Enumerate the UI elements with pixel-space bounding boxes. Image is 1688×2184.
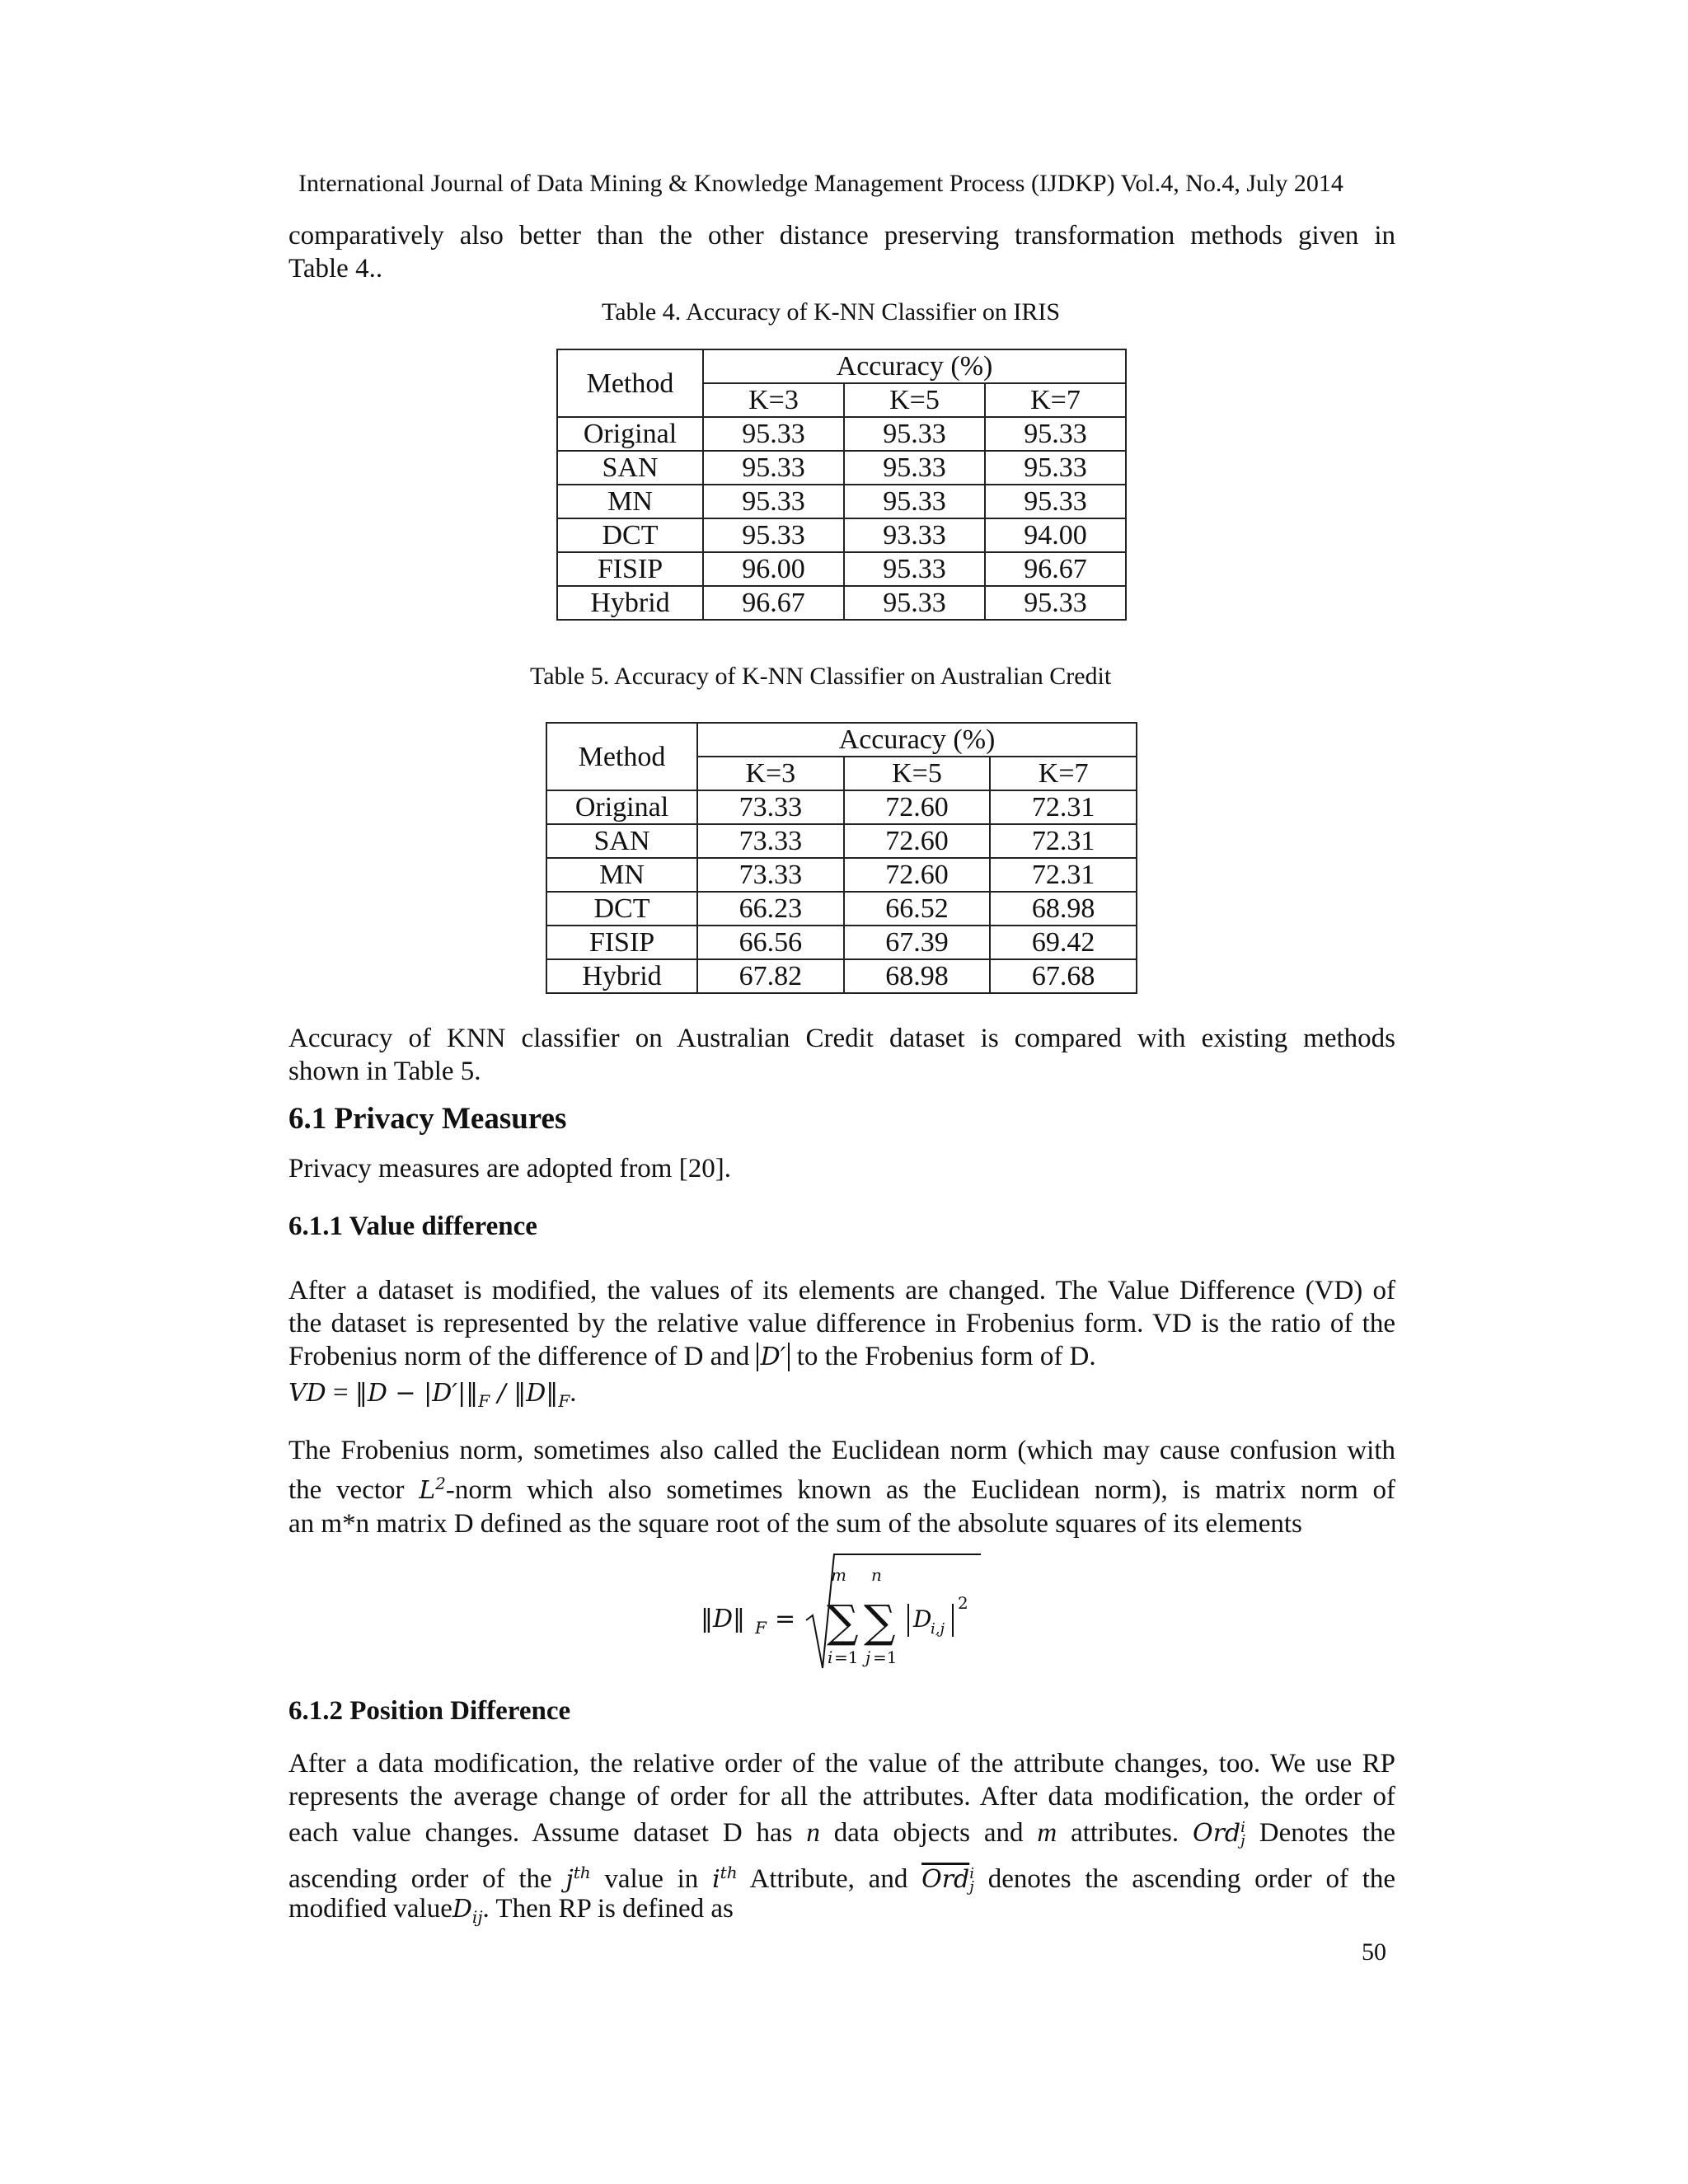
svg-text:i,j: i,j	[931, 1620, 945, 1638]
frobenius-paragraph	[288, 1434, 1395, 1540]
table5-cell: 67.68	[990, 959, 1137, 993]
table5-method-header: Method	[546, 723, 697, 790]
i-th-symbol: $i^{th}$	[712, 1863, 738, 1894]
table5	[546, 722, 1137, 994]
position-difference-paragraph	[288, 1747, 1395, 1933]
table4-cell: 95.33	[703, 417, 844, 451]
svg-text:∑: ∑	[864, 1596, 896, 1647]
vd-line-3	[288, 1340, 1395, 1375]
svg-text:=: =	[775, 1605, 796, 1633]
table-row	[546, 824, 1137, 858]
table5-cell: FISIP	[546, 926, 697, 959]
table5-cell: 72.60	[844, 824, 991, 858]
pd-line-3-c: attributes.	[1071, 1818, 1179, 1848]
intro-line-2: Table 4..	[288, 254, 383, 284]
frob-line-2-text-a: the vector	[288, 1475, 405, 1505]
table4-cell: 93.33	[844, 518, 985, 552]
pd-line-4-c: Attribute, and	[749, 1864, 908, 1894]
table5-cell: 66.56	[697, 926, 844, 959]
vd-equation: VD = ‖D − $|D'|‖_F$ / $‖D‖_F$.	[288, 1378, 577, 1411]
table5-cell: 67.82	[697, 959, 844, 993]
pd-line-5-b: . Then RP is defined as	[482, 1894, 734, 1924]
svg-text:F: F	[755, 1618, 767, 1638]
table4-method-header: Method	[557, 349, 703, 417]
table5-cell: 72.60	[844, 790, 991, 824]
svg-text:m: m	[831, 1565, 846, 1585]
svg-text:2: 2	[958, 1593, 968, 1613]
table4-cell: 95.33	[985, 417, 1126, 451]
frob-line-1: The Frobenius norm, sometimes also called the Euclidean norm (which may cause confusion with	[288, 1436, 1395, 1465]
svg-text:i: i	[828, 1647, 833, 1667]
vd-line-2: the dataset is represented by the relative value difference in Frobenius form. VD is the ratio of the	[288, 1309, 1395, 1338]
table-row	[557, 552, 1126, 586]
table4-caption: Table 4. Accuracy of K-NN Classifier on IRIS	[602, 298, 1061, 326]
after-tables-line-2: shown in Table 5.	[288, 1057, 481, 1086]
section-6-1-2-title: 6.1.2 Position Difference	[288, 1696, 571, 1726]
svg-text:=1: =1	[834, 1647, 859, 1667]
d-ij-symbol: $D_{ij}$	[452, 1895, 483, 1927]
frob-line-2-text-b: -norm which also sometimes known as the Euclidean norm), is matrix norm of	[445, 1475, 1395, 1505]
intro-paragraph	[288, 219, 1395, 285]
table-row	[546, 959, 1137, 993]
pd-line-1: After a data modification, the relative order of the value of the attribute changes, too. We use RP	[288, 1749, 1395, 1779]
table-row	[546, 790, 1137, 824]
table5-accuracy-header: Accuracy (%)	[697, 723, 1137, 757]
value-difference-paragraph	[288, 1274, 1395, 1375]
frobenius-formula	[692, 1546, 1006, 1686]
table5-cell: 72.31	[990, 858, 1137, 892]
table-row	[557, 586, 1126, 620]
table5-cell: Hybrid	[546, 959, 697, 993]
table4-cell: 95.33	[844, 552, 985, 586]
table-row	[557, 417, 1126, 451]
intro-line-1: comparatively also better than the other distance preserving transformation methods given in	[288, 221, 1395, 251]
table5-col-header: K=7	[990, 757, 1137, 790]
table4-cell: 95.33	[985, 586, 1126, 620]
table5-col-header: K=3	[697, 757, 844, 790]
pd-line-3	[288, 1813, 1395, 1853]
table4-accuracy-header: Accuracy (%)	[703, 349, 1126, 383]
table5-col-header: K=5	[844, 757, 991, 790]
svg-text:∑: ∑	[827, 1596, 859, 1647]
table5-cell: 72.31	[990, 790, 1137, 824]
pd-line-4	[288, 1853, 1396, 1896]
table4-cell: MN	[557, 485, 703, 518]
table4-cell: 95.33	[985, 451, 1126, 485]
table4-cell: 94.00	[985, 518, 1126, 552]
table4-col-header: K=3	[703, 383, 844, 417]
after-tables-line-1: Accuracy of KNN classifier on Australian Credit dataset is compared with existing methods	[288, 1024, 1395, 1053]
table4-cell: 95.33	[844, 417, 985, 451]
m-symbol: m	[1037, 1818, 1057, 1848]
page-number: 50	[1362, 1938, 1386, 1966]
ord-bar-symbol: Ordi j	[921, 1865, 974, 1896]
table5-cell: 72.60	[844, 858, 991, 892]
frob-line-3: an m*n matrix D defined as the square root of the sum of the absolute squares of its elements	[288, 1509, 1302, 1539]
svg-text:D: D	[913, 1605, 932, 1633]
pd-line-5-a: modified value	[288, 1894, 452, 1924]
table-row	[557, 451, 1126, 485]
table5-caption: Table 5. Accuracy of K-NN Classifier on Australian Credit	[530, 663, 1112, 690]
section-6-1-title: 6.1 Privacy Measures	[288, 1102, 567, 1136]
table4-col-header: K=7	[985, 383, 1126, 417]
pd-line-3-b: data objects and	[833, 1818, 1024, 1848]
table5-cell: 73.33	[697, 790, 844, 824]
svg-text:‖D‖: ‖D‖	[701, 1605, 746, 1633]
table5-cell: 66.52	[844, 892, 991, 926]
table-row	[546, 926, 1137, 959]
section-6-1-1-title: 6.1.1 Value difference	[288, 1212, 537, 1241]
table4-cell: Original	[557, 417, 703, 451]
table4-cell: Hybrid	[557, 586, 703, 620]
table4	[556, 349, 1127, 621]
table5-cell: 68.98	[844, 959, 991, 993]
svg-text:n: n	[871, 1565, 882, 1585]
table5-cell: 73.33	[697, 824, 844, 858]
table5-cell: MN	[546, 858, 697, 892]
table4-cell: 96.00	[703, 552, 844, 586]
j-th-symbol: $j^{th}$	[565, 1863, 591, 1894]
table4-cell: SAN	[557, 451, 703, 485]
table4-cell: 95.33	[844, 485, 985, 518]
table5-cell: 68.98	[990, 892, 1137, 926]
table-row	[546, 858, 1137, 892]
vd-line-3-text-b: to the Frobenius form of D.	[796, 1342, 1096, 1371]
table4-cell: 95.33	[844, 586, 985, 620]
table4-cell: DCT	[557, 518, 703, 552]
table4-cell: 95.33	[703, 518, 844, 552]
l2-symbol: $L^2$	[419, 1474, 446, 1505]
table4-cell: 95.33	[844, 451, 985, 485]
table5-cell: SAN	[546, 824, 697, 858]
table5-cell: DCT	[546, 892, 697, 926]
table4-cell: FISIP	[557, 552, 703, 586]
pd-line-4-d: denotes the ascending order of the	[987, 1864, 1396, 1894]
svg-text:j: j	[865, 1647, 871, 1667]
table4-cell: 96.67	[703, 586, 844, 620]
table4-cell: 96.67	[985, 552, 1126, 586]
journal-header: International Journal of Data Mining & Knowledge Management Process (IJDKP) Vol.4, No.4, July 2014	[298, 170, 1343, 197]
section-6-1-text: Privacy measures are adopted from [20].	[288, 1154, 731, 1183]
n-symbol: n	[806, 1818, 820, 1848]
pd-line-3-a: each value changes. Assume dataset D has	[288, 1818, 793, 1848]
pd-line-2: represents the average change of order for all the attributes. After data modification, the order of	[288, 1782, 1395, 1811]
table4-col-header: K=5	[844, 383, 985, 417]
vd-line-3-text-a: Frobenius norm of the difference of D and	[288, 1342, 750, 1371]
pd-line-3-d: Denotes the	[1259, 1818, 1396, 1848]
table-row	[546, 892, 1137, 926]
pd-line-4-a: ascending order of the	[288, 1864, 552, 1894]
table4-cell: 95.33	[703, 485, 844, 518]
pd-line-4-b: value in	[604, 1864, 699, 1894]
table5-cell: 73.33	[697, 858, 844, 892]
table5-cell: 67.39	[844, 926, 991, 959]
pd-line-5	[288, 1892, 1395, 1933]
frob-line-2	[288, 1467, 1395, 1507]
table5-cell: 66.23	[697, 892, 844, 926]
ord-symbol: Ordi j	[1193, 1819, 1245, 1849]
table4-cell: 95.33	[985, 485, 1126, 518]
svg-text:=1: =1	[873, 1647, 898, 1667]
vd-line-1: After a dataset is modified, the values of its elements are changed. The Value Difference (VD) of	[288, 1276, 1395, 1305]
table-row	[557, 518, 1126, 552]
table4-cell: 95.33	[703, 451, 844, 485]
after-tables-paragraph	[288, 1022, 1395, 1088]
table5-cell: Original	[546, 790, 697, 824]
table-row	[557, 485, 1126, 518]
d-prime-abs-symbol: D′	[757, 1343, 790, 1371]
table5-cell: 72.31	[990, 824, 1137, 858]
table5-cell: 69.42	[990, 926, 1137, 959]
